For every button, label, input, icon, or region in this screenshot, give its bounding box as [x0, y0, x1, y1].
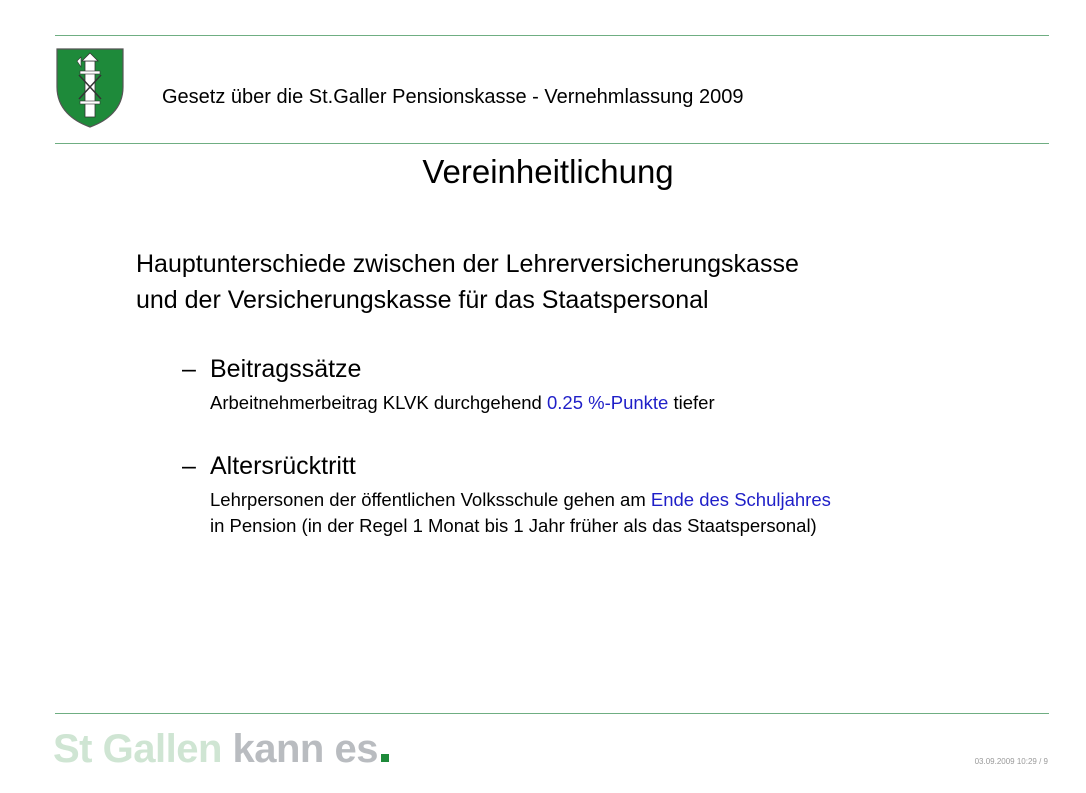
item-detail-line-2: in Pension (in der Regel 1 Monat bis 1 Jahr früher als das Staatspersonal) — [210, 515, 817, 536]
item-dash: – — [182, 452, 196, 480]
coat-of-arms-icon — [55, 47, 125, 129]
footer-logo-part-2: kann es — [232, 727, 378, 771]
item-heading: Altersrücktritt — [210, 452, 356, 480]
footer-date-page: 03.09.2009 10:29 / 9 — [974, 757, 1048, 766]
item-highlight: Ende des Schuljahres — [650, 489, 831, 510]
item-detail-text-end: tiefer — [668, 392, 715, 413]
footer-logo-dot — [381, 754, 389, 762]
item-dash: – — [182, 355, 196, 383]
footer-rule — [55, 713, 1049, 714]
header-title: Gesetz über die St.Galler Pensionskasse - Vernehmlassung 2009 — [162, 86, 744, 108]
footer-logo — [53, 727, 389, 772]
item-detail — [210, 390, 715, 416]
item-heading: Beitragssätze — [210, 355, 362, 383]
item-detail-text: Lehrpersonen der öffentlichen Volksschule gehen am — [210, 489, 651, 510]
item-highlight: 0.25 %-Punkte — [546, 392, 669, 413]
footer-logo-part-1: St Gallen — [53, 727, 233, 771]
header-rule-top — [55, 35, 1049, 36]
slide-title: Vereinheitlichung — [422, 153, 674, 190]
item-detail-text: Arbeitnehmerbeitrag KLVK durchgehend — [210, 392, 547, 413]
header-rule-bottom — [55, 143, 1049, 144]
lead-line-2: und der Versicherungskasse für das Staatspersonal — [136, 286, 709, 314]
item-detail — [210, 487, 831, 539]
lead-line-1: Hauptunterschiede zwischen der Lehrerversicherungskasse — [136, 250, 799, 278]
lead-text — [136, 246, 799, 318]
